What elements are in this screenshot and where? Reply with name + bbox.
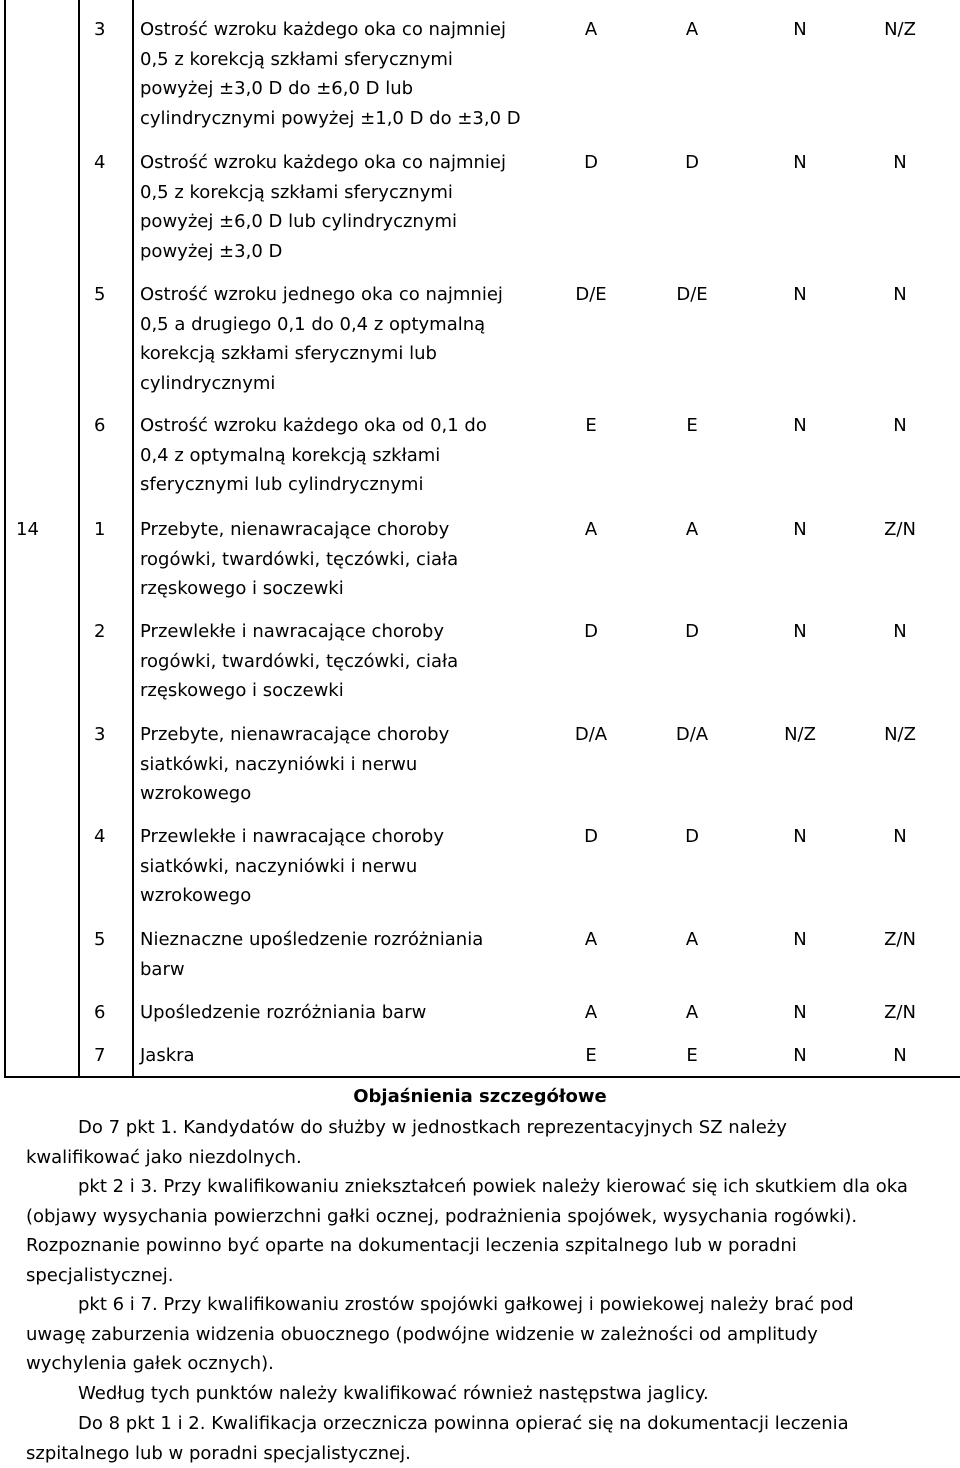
description-line: Ostrość wzroku jednego oka co najmniej xyxy=(140,280,535,310)
description-line: korekcją szkłami sferycznymi lub xyxy=(140,339,535,369)
category-code: D/E xyxy=(657,280,727,310)
category-code: N/Z xyxy=(865,15,935,45)
paragraph-line: pkt 6 i 7. Przy kwalifikowaniu zrostów spojówki gałkowej i powiekowej należy brać pod xyxy=(26,1290,946,1320)
description-line: sferycznymi lub cylindrycznymi xyxy=(140,470,535,500)
category-code: N/Z xyxy=(765,720,835,750)
category-code: N xyxy=(765,998,835,1028)
paragraph-line: Według tych punktów należy kwalifikować również następstwa jaglicy. xyxy=(26,1379,946,1409)
category-code: N xyxy=(765,515,835,545)
item-description xyxy=(140,720,535,809)
category-code: N xyxy=(865,1041,935,1071)
description-line: Ostrość wzroku każdego oka co najmniej xyxy=(140,15,535,45)
category-code: D/E xyxy=(556,280,626,310)
category-code: E xyxy=(556,1041,626,1071)
description-line: wzrokowego xyxy=(140,779,535,809)
category-code: D/A xyxy=(657,720,727,750)
category-code: D xyxy=(556,617,626,647)
description-line: cylindrycznymi powyżej ±1,0 D do ±3,0 D xyxy=(140,104,535,134)
category-code: A xyxy=(556,15,626,45)
explanation-paragraph xyxy=(26,1113,946,1172)
item-description xyxy=(140,925,535,984)
paragraph-line: Rozpoznanie powinno być oparte na dokumentacji leczenia szpitalnego lub w poradni xyxy=(26,1231,946,1261)
paragraph-line: specjalistycznej. xyxy=(26,1261,946,1291)
table-column-divider xyxy=(132,0,134,1078)
paragraph-line: Do 7 pkt 1. Kandydatów do służby w jednostkach reprezentacyjnych SZ należy xyxy=(26,1113,946,1143)
item-description xyxy=(140,148,535,266)
description-line: rzęskowego i soczewki xyxy=(140,574,535,604)
category-code: E xyxy=(556,411,626,441)
category-code: A xyxy=(657,515,727,545)
description-line: Upośledzenie rozróżniania barw xyxy=(140,998,580,1028)
explanations-title: Objaśnienia szczegółowe xyxy=(0,1083,960,1111)
category-code: N/Z xyxy=(865,720,935,750)
description-line: 0,4 z optymalną korekcją szkłami xyxy=(140,441,535,471)
description-line: cylindrycznymi xyxy=(140,369,535,399)
description-line: powyżej ±3,0 D do ±6,0 D lub xyxy=(140,74,535,104)
paragraph-line: szpitalnego lub w poradni specjalistycznej. xyxy=(26,1439,946,1468)
description-line: 0,5 z korekcją szkłami sferycznymi xyxy=(140,178,535,208)
description-line: Przebyte, nienawracające choroby xyxy=(140,515,535,545)
description-line: wzrokowego xyxy=(140,881,535,911)
explanation-paragraph xyxy=(26,1409,946,1468)
category-code: N xyxy=(865,617,935,647)
description-line: siatkówki, naczyniówki i nerwu xyxy=(140,750,535,780)
item-description xyxy=(140,998,580,1028)
category-code: N xyxy=(765,15,835,45)
category-code: Z/N xyxy=(865,998,935,1028)
category-code: N xyxy=(865,148,935,178)
table-left-border xyxy=(4,0,6,1078)
category-code: N xyxy=(865,280,935,310)
paragraph-line: kwalifikować jako niezdolnych. xyxy=(26,1143,946,1173)
category-code: D xyxy=(657,822,727,852)
item-description xyxy=(140,617,535,706)
item-number: 4 xyxy=(94,822,124,852)
description-line: barw xyxy=(140,955,535,985)
category-code: A xyxy=(657,998,727,1028)
category-code: N xyxy=(765,280,835,310)
description-line: powyżej ±6,0 D lub cylindrycznymi xyxy=(140,207,535,237)
description-line: siatkówki, naczyniówki i nerwu xyxy=(140,852,535,882)
description-line: rogówki, twardówki, tęczówki, ciała xyxy=(140,647,535,677)
table-column-divider xyxy=(78,0,80,1078)
item-number: 5 xyxy=(94,925,124,955)
description-line: Przewlekłe i nawracające choroby xyxy=(140,617,535,647)
description-line: rzęskowego i soczewki xyxy=(140,676,535,706)
category-code: N xyxy=(765,822,835,852)
description-line: Ostrość wzroku każdego oka co najmniej xyxy=(140,148,535,178)
paragraph-line: Do 8 pkt 1 i 2. Kwalifikacja orzecznicza powinna opierać się na dokumentacji leczenia xyxy=(26,1409,946,1439)
category-code: N xyxy=(865,822,935,852)
section-number: 14 xyxy=(16,515,56,545)
category-code: N xyxy=(865,411,935,441)
category-code: N xyxy=(765,148,835,178)
category-code: A xyxy=(657,925,727,955)
category-code: A xyxy=(556,925,626,955)
description-line: Przewlekłe i nawracające choroby xyxy=(140,822,535,852)
item-number: 1 xyxy=(94,515,124,545)
description-line: rogówki, twardówki, tęczówki, ciała xyxy=(140,545,535,575)
description-line: Jaskra xyxy=(140,1041,580,1071)
item-number: 6 xyxy=(94,411,124,441)
category-code: A xyxy=(556,998,626,1028)
description-line: Przebyte, nienawracające choroby xyxy=(140,720,535,750)
category-code: N xyxy=(765,925,835,955)
category-code: Z/N xyxy=(865,515,935,545)
item-number: 3 xyxy=(94,720,124,750)
item-description xyxy=(140,280,535,398)
category-code: Z/N xyxy=(865,925,935,955)
item-number: 3 xyxy=(94,15,124,45)
category-code: D xyxy=(657,148,727,178)
category-code: D xyxy=(657,617,727,647)
item-number: 2 xyxy=(94,617,124,647)
item-number: 6 xyxy=(94,998,124,1028)
category-code: N xyxy=(765,1041,835,1071)
item-number: 5 xyxy=(94,280,124,310)
explanation-paragraph xyxy=(26,1379,946,1409)
description-line: Ostrość wzroku każdego oka od 0,1 do xyxy=(140,411,535,441)
description-line: powyżej ±3,0 D xyxy=(140,237,535,267)
category-code: A xyxy=(657,15,727,45)
paragraph-line: wychylenia gałek ocznych). xyxy=(26,1349,946,1379)
item-number: 7 xyxy=(94,1041,124,1071)
category-code: D xyxy=(556,822,626,852)
explanation-paragraph xyxy=(26,1172,946,1290)
paragraph-line: uwagę zaburzenia widzenia obuocznego (podwójne widzenie w zależności od amplitudy xyxy=(26,1320,946,1350)
paragraph-line: (objawy wysychania powierzchni gałki ocznej, podrażnienia spojówek, wysychania rogówki). xyxy=(26,1202,946,1232)
description-line: 0,5 a drugiego 0,1 do 0,4 z optymalną xyxy=(140,310,535,340)
category-code: E xyxy=(657,411,727,441)
item-description xyxy=(140,1041,580,1071)
description-line: Nieznaczne upośledzenie rozróżniania xyxy=(140,925,535,955)
category-code: D/A xyxy=(556,720,626,750)
item-description xyxy=(140,822,535,911)
item-description xyxy=(140,15,535,133)
description-line: 0,5 z korekcją szkłami sferycznymi xyxy=(140,45,535,75)
category-code: E xyxy=(657,1041,727,1071)
paragraph-line: pkt 2 i 3. Przy kwalifikowaniu zniekształceń powiek należy kierować się ich skutkiem dla oka xyxy=(26,1172,946,1202)
item-description xyxy=(140,411,535,500)
explanation-paragraph xyxy=(26,1290,946,1379)
category-code: A xyxy=(556,515,626,545)
category-code: D xyxy=(556,148,626,178)
category-code: N xyxy=(765,617,835,647)
item-number: 4 xyxy=(94,148,124,178)
category-code: N xyxy=(765,411,835,441)
item-description xyxy=(140,515,535,604)
table-bottom-border xyxy=(4,1076,960,1078)
